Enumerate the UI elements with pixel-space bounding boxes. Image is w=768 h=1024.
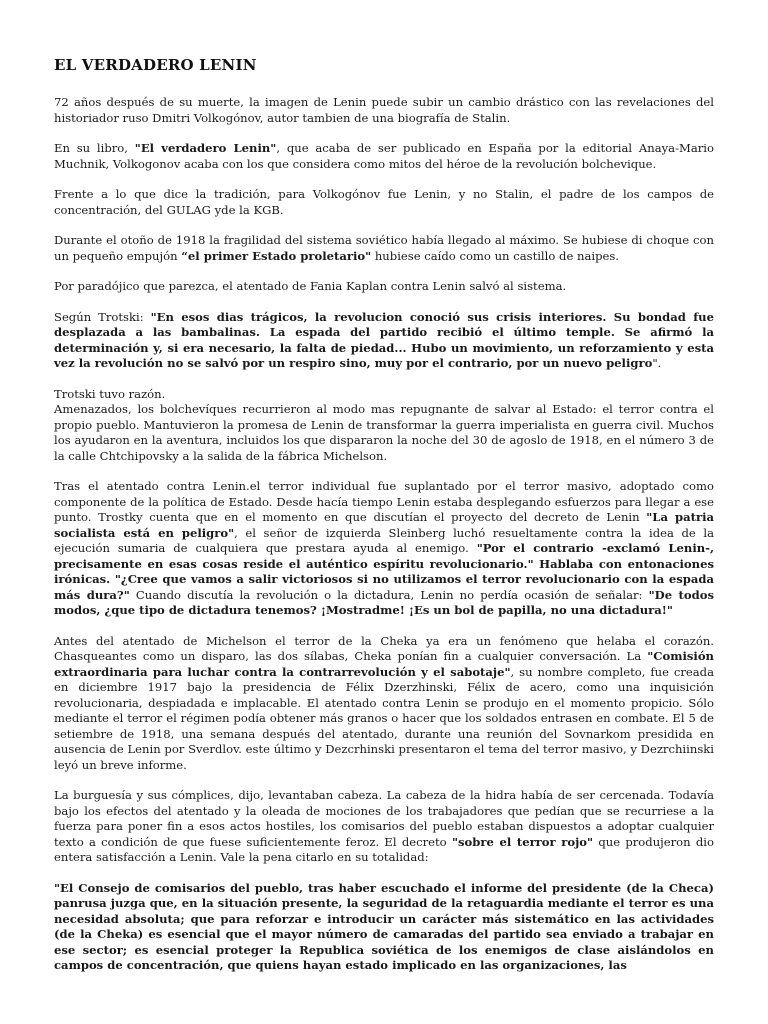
text-run: Durante el otoño de 1918 la fragilidad del sistema soviético había llegado al máximo. Se hubiese di choque con un pequeño empujón bbox=[54, 233, 714, 263]
text-run: Cuando discutía la revolución o la dictadura, Lenin no perdía ocasión de señalar: bbox=[129, 587, 649, 602]
paragraph-bolsheviks: Amenazados, los bolchevíques recurrieron al modo mas repugnante de salvar al Estado: el terror contra el propio pueblo. Mantuvieron la promesa de Lenin de transformar la guerra imperialista en guerra civil. Muchos los ayudaron en la aventura, incluidos los que dispararon la noche del 30 de agoslo de 1918, en el número 3 de la calle Chtchipovsky a la salida de la fábrica Michelson. bbox=[54, 402, 714, 463]
text-run: Según Trotski: bbox=[54, 309, 151, 324]
text-run: La burguesía y sus cómplices, dijo, levantaban cabeza. La cabeza de la hidra había de ser cercenada. Todavía bajo los efectos del atentado y la oleada de mociones de los trabajadores que pedían que se recurriese a la fuerza para poner fin a esos actos hostiles, los comisarios del pueblo estaban dispuestos a adoptar cualquier texto a condición de que fuese suficientemente feroz. El decreto bbox=[54, 788, 714, 849]
text-run: que produjeron dio entera satisfacción a Lenin. Vale la pena citarlo en su totalidad: bbox=[54, 834, 714, 864]
book-title-bold: "El verdadero Lenin" bbox=[134, 141, 277, 155]
paragraph-cheka bbox=[54, 634, 714, 774]
text-run: , su nombre completo, fue creada en diciembre 1917 bajo la presidencia de Félix Dzerzhinski, Félix de acero, como una inquisición revolucionaria, despiadada e implacable. El atentado contra Lenin se produjo en el momento propicio. Sólo mediante el terror el régimen podía obtener más granos o hacer que los soldados entrasen en combate. El 5 de setiembre de 1918, una semana después del atentado, durante una reunión del Sovnarkom presidida en ausencia de Lenin por Sverdlov. este último y Dezcrhinski presentaron el tema del terror masivo, y Dezrchiinski leyó un breve informe. bbox=[54, 664, 714, 772]
bold-quote: "Comisión extraordinaria para luchar contra la contrarrevolución y el sabotaje" bbox=[54, 649, 714, 679]
text-run: Tras el atentado contra Lenin.el terror individual fue suplantado por el terror masivo, adoptado como componente de la política de Estado. Desde hacía tiempo Lenin estaba desplegando esfuerzos para llegar a ese punto. Trostky cuenta que en el momento en que discutían el proyecto del decreto de Lenin bbox=[54, 479, 714, 524]
paragraph-bourgeoisie bbox=[54, 788, 714, 866]
paragraph-mass-terror bbox=[54, 479, 714, 619]
bold-quote: “el primer Estado proletario" bbox=[181, 248, 372, 263]
bold-quote: "De todos modos, ¿que tipo de dictadura tenemos? ¡Mostradme! ¡Es un bol de papilla, no una dictadura!" bbox=[54, 587, 714, 617]
paragraph-decree-quote bbox=[54, 881, 714, 974]
text-run: En su libro, bbox=[54, 141, 135, 155]
paragraph-trotski-right: Trotski tuvo razón. bbox=[54, 386, 166, 401]
article-title: EL VERDADERO LENIN bbox=[54, 56, 257, 74]
bold-quote: "sobre el terror rojo" bbox=[451, 834, 594, 849]
paragraph-tradition: Frente a lo que dice la tradición, para Volkogónov fue Lenin, y no Stalin, el padre de los campos de concentración, del GULAG yde la KGB. bbox=[54, 187, 714, 217]
text-run: ". bbox=[652, 356, 662, 370]
paragraph-kaplan: Por paradójico que parezca, el atentado de Fania Kaplan contra Lenin salvó al sistema. bbox=[54, 279, 567, 293]
paragraph-intro: 72 años después de su muerte, la imagen de Lenin puede subir un cambio drástico con las revelaciones del historiador ruso Dmitri Volkogónov, autor tambien de una biografía de Stalin. bbox=[54, 95, 714, 125]
text-run: , el señor de izquierda Sleinberg luchó resueltamente contra la idea de la ejecución sumaria de cualquiera que prestara ayuda al enemigo. bbox=[54, 525, 715, 555]
text-run: , que acaba de ser publicado en España por la editorial Anaya-Mario Muchnik, Volkogonov acaba con los que considera como mitos del héroe de la revolución bolchevique. bbox=[54, 141, 714, 171]
bold-quote: "Por el contrario -exclamó Lenin-, precisamente en esas cosas reside el auténtico espíritu revolucionario." Hablaba con entonaciones irónicas. "¿Cree que vamos a salir victoriosos si no utilizamos el terror revolucionario con la espada más dura?" bbox=[54, 541, 715, 602]
text-run: Antes del atentado de Michelson el terror de la Cheka ya era un fenómeno que helaba el corazón. Chasqueantes como un disparo, las dos sílabas, Cheka ponían fin a cualquier conversación. La bbox=[54, 633, 714, 663]
bold-quote: "En esos dias trágicos, la revolucion conoció sus crisis interiores. Su bondad fue desplazada a las bambalinas. La espada del partido recibió el último temple. Se afirmó la determinación y, si era necesario, la falta de piedad... Hubo un movimiento, un reforzamiento y esta vez la revolución no se salvó por un respiro sino, muy por el contrario, por un nuevo peligro bbox=[54, 309, 714, 370]
bold-quote: "El Consejo de comisarios del pueblo, tras haber escuchado el informe del presidente (de la Checa) panrusa juzga que, en la situación presente, la seguridad de la retaguardia mediante el terror es una necesidad absoluta; que para reforzar e introducir un carácter más sistemático en las actividades (de la Cheka) es esencial que el mayor número de camaradas del partido sea enviado a trabajar en ese sector; es esencial proteger la Republica soviética de los enemigos de clase aislándolos en campos de concentración, que quiens hayan estado implicado en las organizaciones, las bbox=[54, 880, 714, 972]
text-run: hubiese caído como un castillo de naipes. bbox=[371, 248, 619, 263]
paragraph-book bbox=[54, 141, 714, 172]
paragraph-autumn-1918 bbox=[54, 233, 714, 264]
bold-quote: "La patria socialista está en peligro" bbox=[54, 510, 714, 540]
paragraph-trotski-quote bbox=[54, 310, 714, 372]
